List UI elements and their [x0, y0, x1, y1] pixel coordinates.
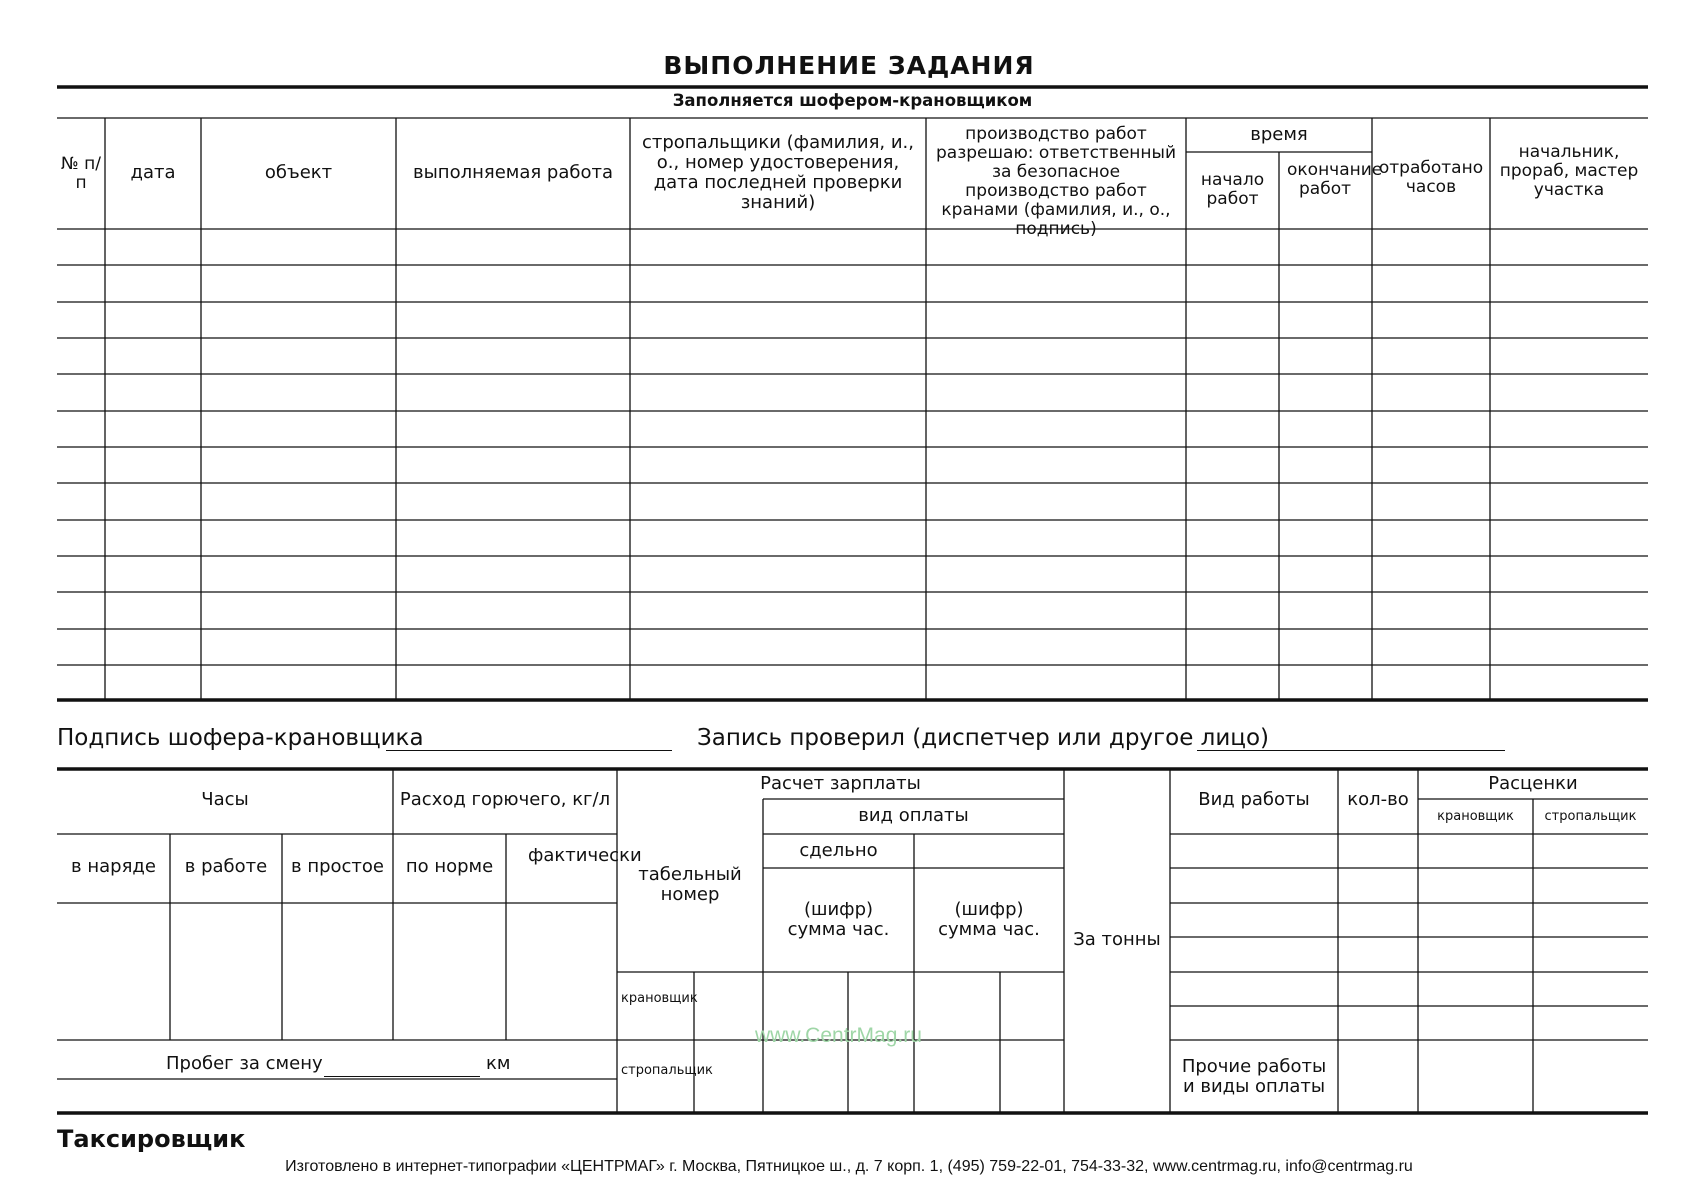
other-works-label: Прочие работы и виды оплаты	[1181, 1056, 1327, 1098]
norm-header: по норме	[405, 856, 494, 877]
idle-header: в простое	[290, 856, 384, 877]
at-work-header: в работе	[184, 856, 268, 877]
quantity-header: кол-во	[1347, 789, 1409, 810]
actual-header: фактически	[528, 845, 642, 866]
watermark: www.CentrMag.ru	[755, 1024, 922, 1047]
mileage-label: Пробег за смену	[166, 1053, 323, 1074]
driver-signature-line[interactable]	[386, 750, 672, 751]
code-sum-header-1: (шифр) сумма час.	[787, 899, 890, 941]
in-order-header: в наряде	[71, 856, 156, 877]
document-title: ВЫПОЛНЕНИЕ ЗАДАНИЯ	[663, 51, 1035, 80]
code-sum-header-2: (шифр) сумма час.	[938, 899, 1040, 941]
column-header-permit: производство работ разрешаю: ответственный за безопасное производство работ кранами (фамилия, и., о., подпись)	[935, 124, 1177, 240]
column-header-slingers: стропальщики (фамилия, и., о., номер удостоверения, дата последней проверки знаний)	[641, 132, 914, 214]
column-header-object: объект	[264, 162, 333, 183]
column-header-time: время	[1250, 124, 1308, 145]
pay-type-header: вид оплаты	[858, 805, 969, 826]
km-label: км	[486, 1053, 511, 1074]
slinger-row-label: стропальщик	[621, 1063, 713, 1078]
rates-header: Расценки	[1488, 773, 1578, 794]
tons-header: За тонны	[1073, 929, 1161, 950]
checker-signature-label: Запись проверил (диспетчер или другое лицо)	[697, 725, 1270, 751]
work-kind-header: Вид работы	[1198, 789, 1310, 810]
fuel-header: Расход горючего, кг/л	[399, 789, 611, 810]
column-header-hours: отработано часов	[1378, 158, 1484, 198]
column-header-start: начало работ	[1200, 170, 1265, 210]
fill-instruction: Заполняется шофером-крановщиком	[672, 91, 1033, 110]
piece-rate-header: сдельно	[799, 840, 878, 861]
rate-crane-operator-header: крановщик	[1437, 809, 1514, 824]
column-header-date: дата	[130, 162, 176, 183]
driver-signature-label: Подпись шофера-крановщика	[57, 725, 424, 751]
column-header-chief: начальник, прораб, мастер участка	[1499, 142, 1639, 201]
tab-number-header: табельный номер	[638, 864, 742, 906]
column-header-end: окончание работ	[1287, 160, 1383, 200]
salary-header: Расчет зарплаты	[760, 773, 921, 794]
column-header-work: выполняемая работа	[412, 162, 614, 183]
rate-slinger-header: стропальщик	[1544, 809, 1637, 824]
taxer-label: Таксировщик	[57, 1125, 246, 1153]
hours-header: Часы	[201, 789, 249, 810]
crane-operator-row-label: крановщик	[621, 991, 698, 1006]
column-header-number: № п/п	[61, 154, 101, 194]
checker-signature-line[interactable]	[1197, 750, 1505, 751]
mileage-input-line[interactable]	[324, 1076, 480, 1077]
printer-footer: Изготовлено в интернет-типографии «ЦЕНТРМАГ» г. Москва, Пятницкое ш., д. 7 корп. 1, (495) 759-22-01, 754-33-32, www.centrmag.ru, info@centrmag.ru	[285, 1158, 1413, 1175]
